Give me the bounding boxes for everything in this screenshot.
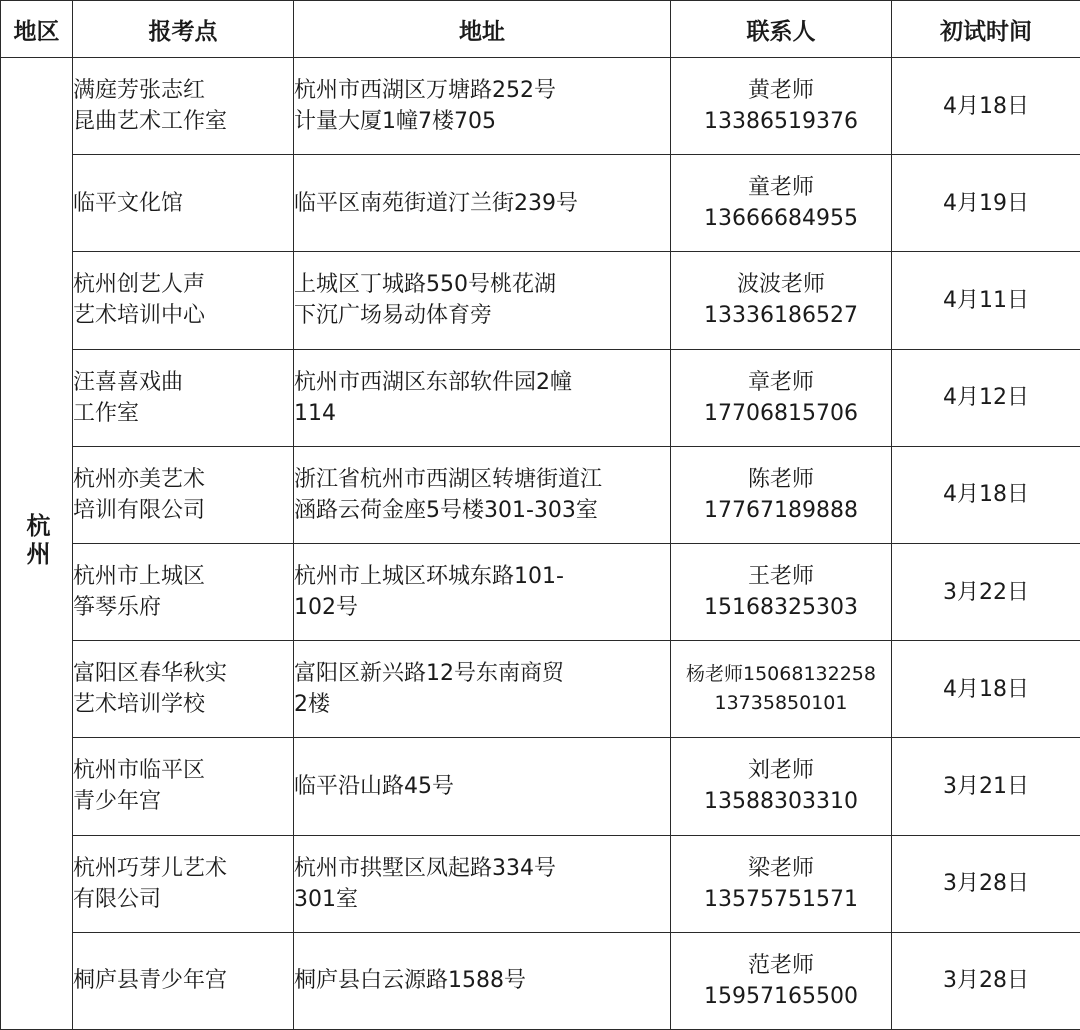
address-cell	[294, 641, 671, 738]
contact-cell-line: 13588303310	[704, 789, 858, 815]
address-cell-line: 杭州市上城区环城东路101-	[294, 564, 564, 590]
date-cell: 4月12日	[892, 349, 1080, 446]
site-cell-line: 杭州巧芽儿艺术	[73, 855, 228, 881]
contact-cell	[671, 641, 892, 738]
table-row	[1, 58, 1080, 155]
contact-cell-line: 范老师	[747, 952, 814, 978]
contact-cell-line: 15957165500	[704, 983, 858, 1009]
contact-cell-line: 梁老师	[747, 855, 814, 881]
contact-cell	[671, 738, 892, 835]
contact-cell	[671, 835, 892, 932]
table-row	[1, 932, 1080, 1029]
address-cell	[294, 932, 671, 1029]
address-cell	[294, 543, 671, 640]
contact-cell-line: 15168325303	[704, 595, 858, 621]
address-cell-line: 富阳区新兴路12号东南商贸	[294, 661, 564, 687]
site-cell	[73, 155, 294, 252]
table-row	[1, 738, 1080, 835]
site-cell-line: 昆曲艺术工作室	[73, 109, 228, 135]
contact-cell-line: 童老师	[747, 175, 814, 201]
date-cell: 4月11日	[892, 252, 1080, 349]
header-contact: 联系人	[671, 1, 892, 58]
contact-cell-line: 13666684955	[704, 206, 858, 232]
site-cell	[73, 252, 294, 349]
table-row	[1, 641, 1080, 738]
site-cell-line: 桐庐县青少年宫	[73, 968, 228, 994]
site-cell	[73, 835, 294, 932]
contact-cell-line: 杨老师15068132258	[686, 663, 876, 686]
site-cell	[73, 349, 294, 446]
address-cell	[294, 58, 671, 155]
address-cell-line: 102号	[294, 595, 358, 621]
site-cell-line: 杭州市上城区	[73, 564, 206, 590]
date-cell: 4月19日	[892, 155, 1080, 252]
address-cell-line: 桐庐县白云源路1588号	[294, 968, 526, 994]
contact-cell-line: 13735850101	[714, 692, 848, 715]
address-cell-line: 涵路云荷金座5号楼301-303室	[294, 497, 598, 523]
address-cell-line: 2楼	[294, 692, 330, 718]
address-cell-line: 下沉广场易动体育旁	[294, 303, 493, 329]
site-cell	[73, 58, 294, 155]
site-cell	[73, 641, 294, 738]
contact-cell-line: 17706815706	[704, 400, 858, 426]
site-cell-line: 筝琴乐府	[73, 595, 162, 621]
date-cell: 4月18日	[892, 641, 1080, 738]
contact-cell-line: 13575751571	[704, 886, 858, 912]
address-cell	[294, 835, 671, 932]
site-cell	[73, 543, 294, 640]
contact-cell	[671, 349, 892, 446]
contact-cell-line: 王老师	[747, 564, 814, 590]
date-cell: 3月21日	[892, 738, 1080, 835]
site-cell-line: 富阳区春华秋实	[73, 661, 228, 687]
address-cell	[294, 738, 671, 835]
contact-cell-line: 刘老师	[747, 758, 814, 784]
site-cell-line: 有限公司	[73, 886, 162, 912]
contact-cell	[671, 252, 892, 349]
contact-cell-line: 13336186527	[704, 303, 858, 329]
address-cell-line: 301室	[294, 886, 358, 912]
header-region: 地区	[1, 1, 73, 58]
contact-cell	[671, 932, 892, 1029]
date-cell: 3月28日	[892, 835, 1080, 932]
contact-cell-line: 波波老师	[736, 272, 825, 298]
address-cell-line: 杭州市拱墅区凤起路334号	[294, 855, 556, 881]
site-cell-line: 汪喜喜戏曲	[73, 369, 184, 395]
table-row	[1, 543, 1080, 640]
table-body	[1, 58, 1080, 1030]
table-row	[1, 349, 1080, 446]
header-date: 初试时间	[892, 1, 1080, 58]
address-cell	[294, 349, 671, 446]
table-row	[1, 252, 1080, 349]
date-cell: 4月18日	[892, 446, 1080, 543]
site-cell-line: 杭州市临平区	[73, 758, 206, 784]
contact-cell	[671, 58, 892, 155]
site-cell	[73, 932, 294, 1029]
contact-cell-line: 章老师	[747, 369, 814, 395]
address-cell-line: 上城区丁城路550号桃花湖	[294, 272, 556, 298]
address-cell-line: 浙江省杭州市西湖区转塘街道江	[294, 466, 603, 492]
header-site: 报考点	[73, 1, 294, 58]
address-cell-line: 杭州市西湖区万塘路252号	[294, 78, 556, 104]
region-label: 杭州	[22, 512, 50, 569]
header-row	[1, 1, 1080, 58]
contact-cell-line: 13386519376	[704, 109, 858, 135]
address-cell	[294, 252, 671, 349]
site-cell-line: 满庭芳张志红	[73, 78, 206, 104]
table-row	[1, 446, 1080, 543]
header-address: 地址	[294, 1, 671, 58]
date-cell: 3月22日	[892, 543, 1080, 640]
contact-cell	[671, 543, 892, 640]
date-cell: 4月18日	[892, 58, 1080, 155]
table-row	[1, 155, 1080, 252]
table-row	[1, 835, 1080, 932]
site-cell-line: 培训有限公司	[73, 497, 206, 523]
site-cell-line: 青少年宫	[73, 789, 162, 815]
site-cell	[73, 446, 294, 543]
contact-cell-line: 17767189888	[704, 497, 858, 523]
address-cell	[294, 446, 671, 543]
contact-cell	[671, 155, 892, 252]
site-cell-line: 杭州亦美艺术	[73, 466, 206, 492]
date-cell: 3月28日	[892, 932, 1080, 1029]
address-cell-line: 计量大厦1幢7楼705	[294, 109, 496, 135]
site-cell-line: 临平文化馆	[73, 190, 184, 216]
address-cell-line: 临平区南苑街道汀兰街239号	[294, 190, 578, 216]
contact-cell-line: 陈老师	[747, 466, 814, 492]
region-cell	[1, 58, 73, 1030]
site-cell-line: 工作室	[73, 400, 140, 426]
site-cell-line: 艺术培训中心	[73, 303, 206, 329]
address-cell-line: 临平沿山路45号	[294, 773, 454, 799]
address-cell-line: 杭州市西湖区东部软件园2幢	[294, 369, 572, 395]
site-cell-line: 杭州创艺人声	[73, 272, 206, 298]
contact-cell	[671, 446, 892, 543]
site-cell	[73, 738, 294, 835]
address-cell	[294, 155, 671, 252]
contact-cell-line: 黄老师	[747, 78, 814, 104]
site-cell-line: 艺术培训学校	[73, 692, 206, 718]
address-cell-line: 114	[294, 400, 336, 426]
